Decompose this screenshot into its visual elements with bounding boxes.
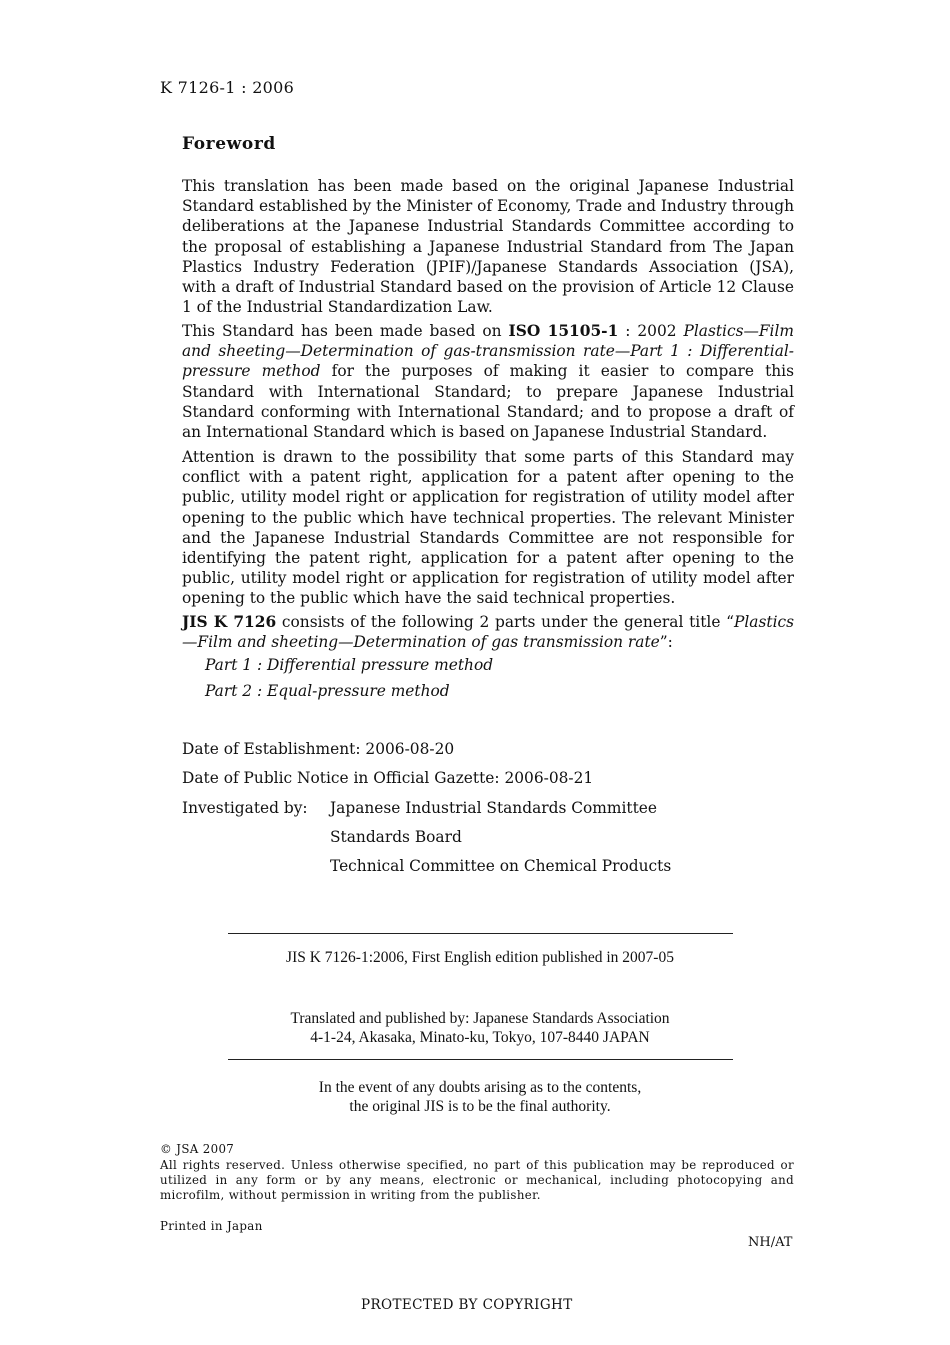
- part-2-item: Part 2 : Equal-pressure method: [205, 682, 450, 700]
- authority-note-line-1: In the event of any doubts arising as to the contents,: [318, 1079, 642, 1096]
- copyright-footer: PROTECTED BY COPYRIGHT: [361, 1297, 573, 1313]
- divider-bottom: [228, 1059, 733, 1060]
- part-1-item: Part 1 : Differential pressure method: [205, 656, 494, 674]
- translator-info: Translated and published by: Japanese Standards Association: [290, 1010, 670, 1027]
- establishment-date: Date of Establishment: 2006-08-20: [182, 740, 455, 758]
- p4-mid: consists of the following 2 parts under the general title “: [276, 613, 735, 631]
- divider-top: [228, 933, 733, 934]
- iso-year: : 2002: [618, 322, 684, 340]
- copyright-notice: © JSA 2007: [160, 1142, 235, 1156]
- foreword-paragraph-1: This translation has been made based on the original Japanese Industrial Standard established by the Minister of Economy, Trade and Industry through deliberations at the Japanese Industrial Standards Committee according to the proposal of establishing a Japanese Industrial Standard from The Japan Plastics Industry Federation (JPIF)/Japanese Standards Association (JSA), with a draft of Industrial Standard based on the provision of Article 12 Clause 1 of the Industrial Standardization Law.: [182, 177, 795, 317]
- iso-title: Plastics—Film and sheeting—Determination of gas-transmission rate—Part 1 : Differential-pressure method: [182, 322, 794, 381]
- p4-end: ”:: [659, 633, 673, 652]
- iso-reference: ISO 15105-1: [508, 322, 619, 340]
- investigator-committee: Japanese Industrial Standards Committee: [330, 799, 657, 817]
- document-code: NH/AT: [748, 1235, 793, 1250]
- document-id-header: K 7126-1 : 2006: [160, 78, 295, 97]
- general-title: Plastics—Film and sheeting—Determination of gas transmission rate: [182, 613, 795, 652]
- authority-note-line-2: the original JIS is to be the final authority.: [349, 1098, 611, 1115]
- jis-reference: JIS K 7126: [182, 613, 277, 631]
- edition-info: JIS K 7126-1:2006, First English edition published in 2007-05: [286, 949, 674, 966]
- foreword-paragraph-3: Attention is drawn to the possibility that some parts of this Standard may conflict with a patent right, application for a patent after opening to the public, utility model right or application for registration of utility model after opening to the public which have technical properties. The relevant Minister and the Japanese Industrial Standards Committee are not responsible for identifying the patent right, application for a patent after opening to the public, utility model right or application for registration of utility model after opening to the public which have the said technical properties.: [182, 448, 794, 608]
- investigator-technical-committee: Technical Committee on Chemical Products: [330, 857, 672, 875]
- public-notice-date: Date of Public Notice in Official Gazette: 2006-08-21: [182, 769, 594, 787]
- investigator-board: Standards Board: [330, 828, 462, 846]
- rights-statement: All rights reserved. Unless otherwise specified, no part of this publication may be reproduced or utilized in any form or by any means, electronic or mechanical, including photocopying and microfilm, without permission in writing from the publisher.: [160, 1158, 794, 1203]
- p2-intro: This Standard has been made based on: [182, 322, 509, 340]
- publisher-address: 4-1-24, Akasaka, Minato-ku, Tokyo, 107-8440 JAPAN: [310, 1029, 650, 1046]
- printed-in: Printed in Japan: [160, 1219, 263, 1233]
- foreword-paragraph-2: [182, 321, 794, 442]
- investigated-by-label: Investigated by:: [182, 799, 308, 817]
- foreword-title: Foreword: [182, 134, 276, 154]
- p2-purpose: for the purposes of making it easier to compare this Standard with International Standard; to prepare Japanese Industrial Standard conforming with International Standard; and to propose a draft of an International Standard which is based on Japanese Industrial Standard.: [182, 362, 794, 442]
- foreword-paragraph-4: [182, 612, 794, 652]
